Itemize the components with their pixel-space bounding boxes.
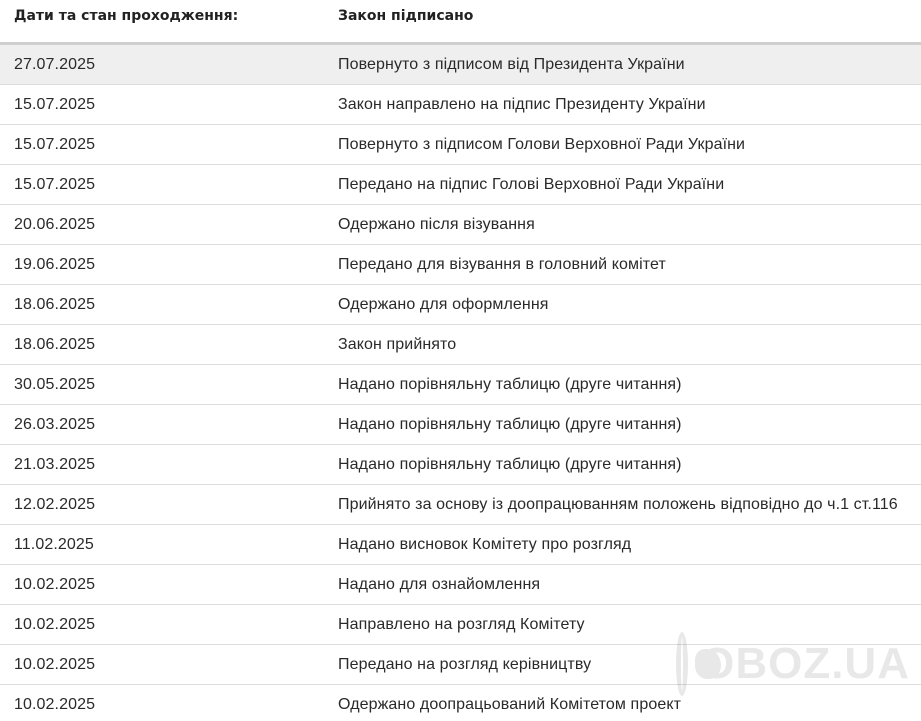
row-date: 12.02.2025 — [14, 495, 96, 513]
row-date: 30.05.2025 — [14, 375, 96, 393]
row-date: 20.06.2025 — [14, 215, 96, 233]
table-row — [0, 485, 921, 525]
table-row — [0, 605, 921, 645]
table-row — [0, 325, 921, 365]
table-row — [0, 645, 921, 685]
row-date: 18.06.2025 — [14, 335, 96, 353]
row-date: 10.02.2025 — [14, 615, 96, 633]
date-column-header: Дати та стан проходження: — [14, 8, 239, 24]
row-status: Одержано для оформлення — [338, 295, 549, 313]
table-row — [0, 525, 921, 565]
table-row — [0, 245, 921, 285]
table-row — [0, 445, 921, 485]
row-status: Надано висновок Комітету про розгляд — [338, 535, 632, 553]
row-status: Направлено на розгляд Комітету — [338, 615, 585, 633]
row-status: Повернуто з підписом Голови Верховної Ради України — [338, 135, 746, 153]
table-row — [0, 285, 921, 325]
row-date: 18.06.2025 — [14, 295, 96, 313]
row-status: Надано порівняльну таблицю (друге читання) — [338, 375, 682, 393]
row-status: Надано порівняльну таблицю (друге читання) — [338, 455, 682, 473]
row-status: Передано на розгляд керівництву — [338, 655, 592, 673]
row-date: 19.06.2025 — [14, 255, 96, 273]
row-status: Передано для візування в головний комітет — [338, 255, 666, 273]
row-date: 10.02.2025 — [14, 575, 96, 593]
row-status: Надано порівняльну таблицю (друге читання) — [338, 415, 682, 433]
row-status: Прийнято за основу із доопрацюванням положень відповідно до ч.1 ст.116 — [338, 495, 898, 513]
table-row — [0, 125, 921, 165]
row-date: 11.02.2025 — [14, 535, 94, 553]
row-date: 27.07.2025 — [14, 55, 96, 73]
row-status: Надано для ознайомлення — [338, 575, 541, 593]
row-date: 15.07.2025 — [14, 175, 96, 193]
table-row — [0, 405, 921, 445]
row-status: Передано на підпис Голові Верховної Ради України — [338, 175, 725, 193]
table-row — [0, 85, 921, 125]
row-date: 10.02.2025 — [14, 695, 96, 713]
table-row — [0, 685, 921, 721]
table-row — [0, 205, 921, 245]
status-column-header: Закон підписано — [338, 8, 474, 24]
table-row — [0, 165, 921, 205]
row-status: Закон прийнято — [338, 335, 457, 353]
row-status: Одержано доопрацьований Комітетом проект — [338, 695, 682, 713]
table-row — [0, 45, 921, 85]
row-date: 10.02.2025 — [14, 655, 96, 673]
table-row — [0, 565, 921, 605]
row-date: 15.07.2025 — [14, 135, 96, 153]
row-date: 21.03.2025 — [14, 455, 96, 473]
table-row — [0, 365, 921, 405]
row-date: 26.03.2025 — [14, 415, 96, 433]
row-date: 15.07.2025 — [14, 95, 96, 113]
row-status: Закон направлено на підпис Президенту України — [338, 95, 706, 113]
watermark-text: OBOZ.UA — [700, 639, 910, 688]
row-status: Повернуто з підписом від Президента України — [338, 55, 685, 73]
row-status: Одержано після візування — [338, 215, 535, 233]
table-header — [0, 0, 921, 45]
